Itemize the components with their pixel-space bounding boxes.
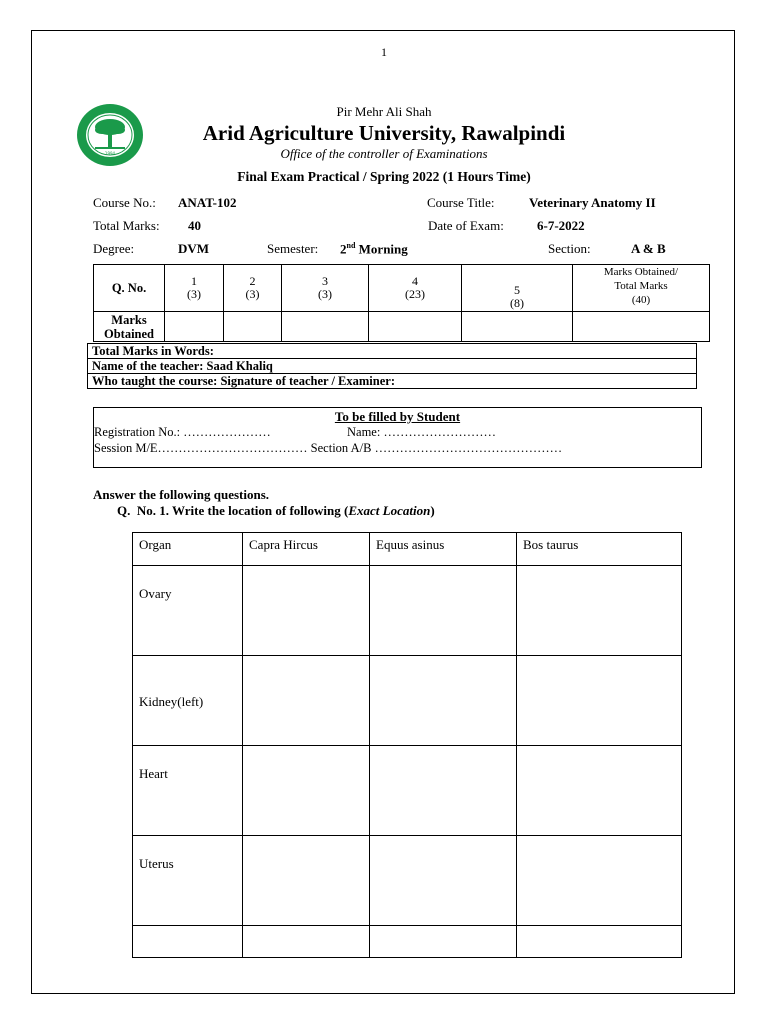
organ-location-table: [132, 532, 682, 958]
organ-kidney-left: Kidney(left): [133, 656, 243, 746]
marks-obtained-line-1: Marks: [111, 312, 147, 327]
obtained-total-line-3: (40): [631, 294, 651, 306]
heart-equus-cell[interactable]: [370, 746, 517, 836]
teacher-signature: Who taught the course: Signature of teacher / Examiner:: [88, 374, 697, 389]
course-no-label: Course No.:: [93, 195, 156, 210]
page-number: 1: [381, 45, 387, 59]
marks-obtained-line-2: Obtained: [103, 326, 154, 341]
bos-taurus-header: Bos taurus: [517, 533, 682, 566]
section-label: Section:: [548, 241, 591, 256]
q1-marks: (3): [187, 287, 201, 301]
logo-year: 1994: [104, 151, 116, 156]
university-pre-title: Pir Mehr Ali Shah: [336, 104, 432, 119]
q5-number: 5: [514, 283, 520, 297]
semester-label: Semester:: [267, 241, 319, 256]
exam-title: Final Exam Practical / Spring 2022 (1 Hours Time): [237, 169, 531, 184]
instruction-text: Answer the following questions.: [93, 487, 270, 502]
organ-header: Organ: [133, 533, 243, 566]
q3-obtained-cell[interactable]: [282, 312, 369, 342]
heart-bos-cell[interactable]: [517, 746, 682, 836]
question-1-prefix: Q. No. 1. Write the location of following (: [117, 503, 349, 518]
semester-suffix: nd: [346, 241, 356, 250]
student-box-title: To be filled by Student: [334, 409, 461, 424]
q1-header: [165, 265, 224, 312]
degree-value: DVM: [178, 241, 210, 256]
q4-marks: (23): [405, 287, 425, 301]
office-name: Office of the controller of Examinations: [280, 146, 488, 161]
q2-marks: (3): [245, 287, 260, 301]
q1-obtained-cell[interactable]: [165, 312, 224, 342]
course-title-label: Course Title:: [427, 195, 495, 210]
registration-field[interactable]: Registration No.: …………………: [94, 425, 271, 439]
uterus-equus-cell[interactable]: [370, 836, 517, 926]
q4-number: 4: [412, 274, 418, 288]
semester-number: 2: [340, 241, 347, 257]
q2-header: [224, 265, 282, 312]
organ-heart: Heart: [133, 746, 243, 836]
student-box: [93, 407, 702, 468]
date-label: Date of Exam:: [428, 218, 504, 233]
q4-obtained-cell[interactable]: [369, 312, 462, 342]
obtained-total-line-2: Total Marks: [614, 280, 668, 292]
q1-number: 1: [191, 274, 197, 288]
total-obtained-cell[interactable]: [573, 312, 710, 342]
capra-hircus-header: Capra Hircus: [243, 533, 370, 566]
q5-header: [462, 265, 573, 312]
university-name: Arid Agriculture University, Rawalpindi: [202, 121, 566, 145]
equus-asinus-header: Equus asinus: [370, 533, 517, 566]
kidney-equus-cell[interactable]: [370, 656, 517, 746]
heart-capra-cell[interactable]: [243, 746, 370, 836]
q2-obtained-cell[interactable]: [224, 312, 282, 342]
blank-bos-cell[interactable]: [517, 926, 682, 958]
kidney-bos-cell[interactable]: [517, 656, 682, 746]
ovary-capra-cell[interactable]: [243, 566, 370, 656]
question-1-suffix: ): [430, 503, 435, 518]
q5-marks: (8): [510, 296, 524, 310]
q3-number: 3: [322, 274, 328, 288]
blank-equus-cell[interactable]: [370, 926, 517, 958]
q5-obtained-cell[interactable]: [462, 312, 573, 342]
name-field[interactable]: Name: ………………………: [347, 425, 496, 439]
marks-table: [93, 264, 710, 342]
q3-marks: (3): [318, 287, 332, 301]
question-1-text: [117, 503, 435, 519]
ovary-bos-cell[interactable]: [517, 566, 682, 656]
course-no-value: ANAT-102: [178, 195, 237, 210]
question-1-emphasis: Exact Location: [348, 503, 431, 518]
total-marks-label: Total Marks:: [93, 218, 160, 233]
ovary-equus-cell[interactable]: [370, 566, 517, 656]
semester-shift: Morning: [355, 241, 408, 257]
kidney-capra-cell[interactable]: [243, 656, 370, 746]
blank-capra-cell[interactable]: [243, 926, 370, 958]
teacher-name: Name of the teacher: Saad Khaliq: [88, 359, 697, 374]
organ-blank[interactable]: [133, 926, 243, 958]
course-title-value: Veterinary Anatomy II: [529, 195, 656, 210]
uterus-bos-cell[interactable]: [517, 836, 682, 926]
organ-uterus: Uterus: [133, 836, 243, 926]
uterus-capra-cell[interactable]: [243, 836, 370, 926]
obtained-total-header: [573, 265, 710, 312]
section-value: A & B: [631, 241, 666, 256]
teacher-info-table: [87, 343, 697, 389]
organ-ovary: Ovary: [133, 566, 243, 656]
q2-number: 2: [249, 274, 256, 288]
q3-header: [282, 265, 369, 312]
obtained-total-line-1: Marks Obtained/: [603, 266, 679, 278]
total-marks-value: 40: [188, 218, 201, 233]
date-value: 6-7-2022: [537, 218, 585, 233]
marks-obtained-label: [94, 312, 165, 342]
session-field[interactable]: Session M/E……………………………… Section A/B ………………………………………: [94, 441, 563, 455]
degree-label: Degree:: [93, 241, 135, 256]
q4-header: [369, 265, 462, 312]
total-marks-words: Total Marks in Words:: [88, 344, 697, 359]
qno-header: Q. No.: [94, 265, 165, 312]
semester-value: [340, 241, 408, 257]
